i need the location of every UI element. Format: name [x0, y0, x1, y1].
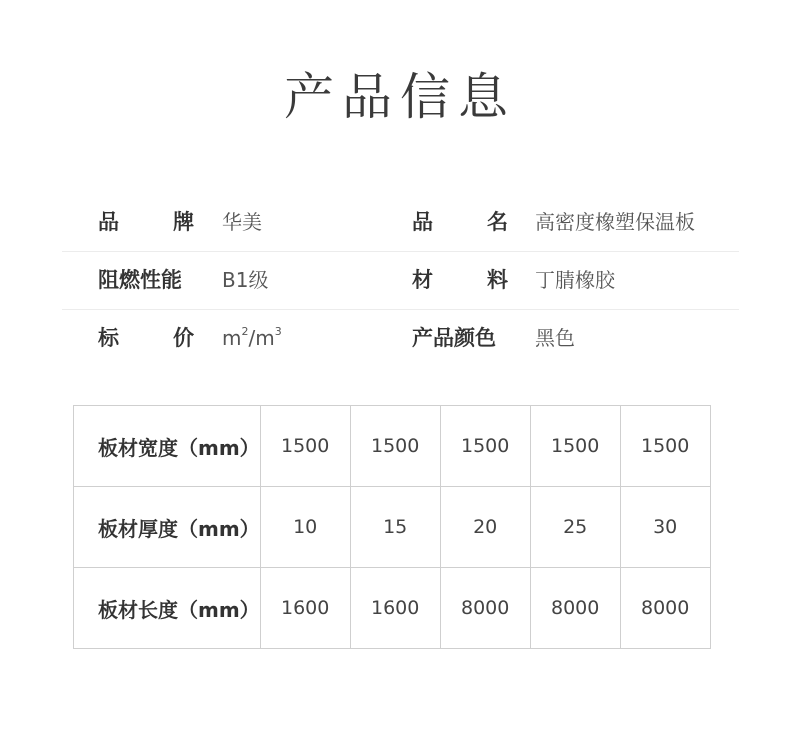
price-label-char: 价 [173, 326, 194, 350]
table-cell: 1500 [440, 406, 530, 487]
table-cell: 30 [620, 487, 710, 568]
material-label-char: 料 [487, 268, 508, 292]
fire-rating-value: B1级 [222, 268, 269, 292]
table-cell: 1500 [530, 406, 620, 487]
info-row-price [62, 310, 739, 367]
table-cell: 25 [530, 487, 620, 568]
row-header-width: 板材宽度（mm） [74, 406, 261, 487]
table-cell: 8000 [530, 568, 620, 649]
table-cell: 8000 [440, 568, 530, 649]
table-cell: 10 [260, 487, 350, 568]
table-cell: 15 [350, 487, 440, 568]
info-row-fire-rating [62, 252, 739, 310]
color-label-text: 产品颜色 [412, 326, 496, 350]
fire-rating-label [98, 252, 194, 309]
spec-table [73, 405, 711, 649]
fire-rating-label-text: 阻燃性能 [98, 268, 182, 292]
table-cell: 8000 [620, 568, 710, 649]
brand-value: 华美 [222, 210, 262, 234]
product-name-label-char: 品 [412, 210, 433, 234]
price-unit-m: m [222, 326, 242, 350]
row-header-length: 板材长度（mm） [74, 568, 261, 649]
price-label [98, 310, 194, 367]
page-title: 产品信息 [284, 68, 516, 126]
table-cell: 1500 [620, 406, 710, 487]
brand-label [98, 194, 194, 251]
row-header-thickness: 板材厚度（mm） [74, 487, 261, 568]
brand-label-char: 品 [98, 210, 119, 234]
brand-label-char: 牌 [173, 210, 194, 234]
table-cell: 20 [440, 487, 530, 568]
table-row [74, 406, 711, 487]
material-label-char: 材 [412, 268, 433, 292]
info-row-brand [62, 194, 739, 252]
material-value: 丁腈橡胶 [535, 268, 615, 292]
price-unit-sup-2: 2 [241, 325, 249, 339]
table-cell: 1600 [260, 568, 350, 649]
price-unit-slash-m: /m [248, 326, 275, 350]
product-name-value: 高密度橡塑保温板 [535, 210, 695, 234]
product-name-label [412, 194, 508, 251]
table-row [74, 487, 711, 568]
table-row [74, 568, 711, 649]
product-name-label-char: 名 [487, 210, 508, 234]
product-info-list [62, 194, 739, 367]
table-cell: 1500 [350, 406, 440, 487]
price-unit-value [222, 310, 282, 367]
color-label [412, 310, 508, 367]
table-cell: 1600 [350, 568, 440, 649]
price-label-char: 标 [98, 326, 119, 350]
material-label [412, 252, 508, 309]
color-value: 黑色 [535, 326, 575, 350]
price-unit-sup-3: 3 [274, 325, 282, 339]
table-cell: 1500 [260, 406, 350, 487]
